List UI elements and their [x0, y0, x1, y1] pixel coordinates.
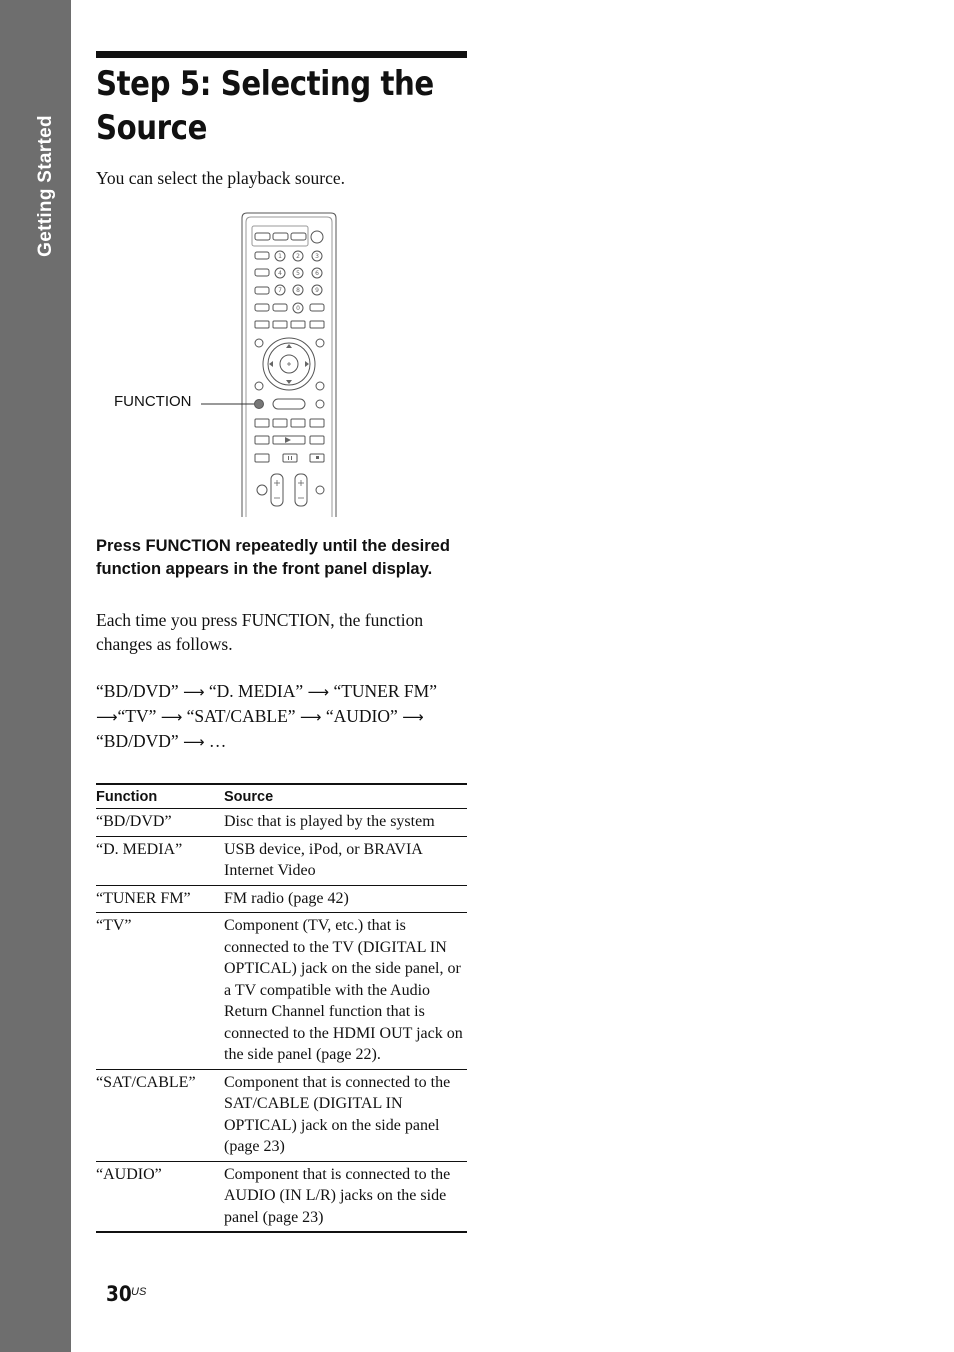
keypad-digit: 3 — [315, 253, 319, 260]
side-tab-label: Getting Started — [35, 115, 56, 257]
arrow-right-icon: ⟶ — [299, 708, 322, 726]
cell-source: Component (TV, etc.) that is connected to the TV (DIGITAL IN OPTICAL) jack on the side panel, or a TV compatible with the Audio Return Channel function that is connected to the HDMI OUT jack on the side panel (page 22). — [224, 913, 467, 1070]
arrow-right-icon: ⟶ — [183, 683, 205, 701]
sequence-item: “AUDIO” — [325, 706, 398, 726]
table-row — [96, 913, 467, 1070]
table-row — [96, 1069, 467, 1161]
table-row — [96, 836, 467, 885]
page-title: Step 5: Selecting the Source — [96, 64, 434, 148]
sequence-item: “TV” — [117, 706, 157, 726]
page-number: 30 — [106, 1282, 132, 1306]
sequence-item: “TUNER FM” — [333, 681, 437, 701]
cell-function: “AUDIO” — [96, 1165, 162, 1183]
cell-function: “D. MEDIA” — [96, 836, 224, 885]
sequence-item: “BD/DVD” — [96, 731, 179, 751]
cell-function: “SAT/CABLE” — [96, 1069, 224, 1161]
intro-text: You can select the playback source. — [96, 168, 345, 188]
sequence-item: “SAT/CABLE” — [186, 706, 296, 726]
table-row — [96, 885, 467, 913]
sequence-item: “D. MEDIA” — [208, 681, 304, 701]
cell-source: Disc that is played by the system — [224, 809, 467, 837]
remote-control-illustration — [110, 210, 350, 520]
sequence-ellipsis: … — [208, 731, 227, 751]
keypad-digit: 7 — [278, 287, 282, 294]
cell-function: “TV” — [96, 913, 224, 1070]
arrow-right-icon: ⟶ — [96, 708, 118, 726]
keypad-digit: 4 — [278, 270, 282, 277]
arrow-right-icon: ⟶ — [402, 708, 424, 726]
arrow-right-icon: ⟶ — [160, 708, 183, 726]
keypad-digit: 5 — [296, 270, 300, 277]
keypad-digit: 2 — [296, 253, 300, 260]
cell-function: “BD/DVD” — [96, 809, 224, 837]
explanation-text: Each time you press FUNCTION, the function changes as follows. — [96, 610, 424, 654]
table-row — [96, 809, 467, 837]
title-rule — [96, 51, 467, 58]
table-header-row — [96, 784, 467, 809]
cell-source: Component that is connected to the AUDIO (IN L/R) jacks on the side panel (page 23) — [224, 1165, 451, 1226]
cell-source: Component that is connected to the SAT/CABLE (DIGITAL IN OPTICAL) jack on the side panel (page 23) — [224, 1069, 467, 1161]
cell-source: FM radio (page 42) — [224, 885, 467, 913]
side-tab — [0, 0, 71, 1352]
page-region-suffix: US — [131, 1286, 147, 1298]
keypad-digit: 6 — [315, 270, 319, 277]
keypad-digit: 0 — [296, 305, 300, 312]
arrow-right-icon: ⟶ — [183, 733, 205, 751]
header-function: Function — [96, 784, 224, 809]
arrow-right-icon: ⟶ — [307, 683, 330, 701]
keypad-digit: 9 — [315, 287, 319, 294]
function-callout-label: FUNCTION — [114, 393, 192, 410]
remote-control-svg — [110, 210, 350, 520]
table-row — [96, 1161, 467, 1232]
keypad-digit: 1 — [278, 253, 282, 260]
cell-function: “TUNER FM” — [96, 885, 224, 913]
function-source-table — [96, 783, 467, 1233]
cell-source: USB device, iPod, or BRAVIA Internet Video — [224, 836, 467, 885]
keypad-digit: 8 — [296, 287, 300, 294]
instruction-heading: Press FUNCTION repeatedly until the desired function appears in the front panel display. — [96, 537, 450, 578]
function-sequence — [96, 679, 471, 754]
function-button-mark — [255, 400, 264, 409]
sequence-item: “BD/DVD” — [96, 681, 179, 701]
header-source: Source — [224, 784, 467, 809]
